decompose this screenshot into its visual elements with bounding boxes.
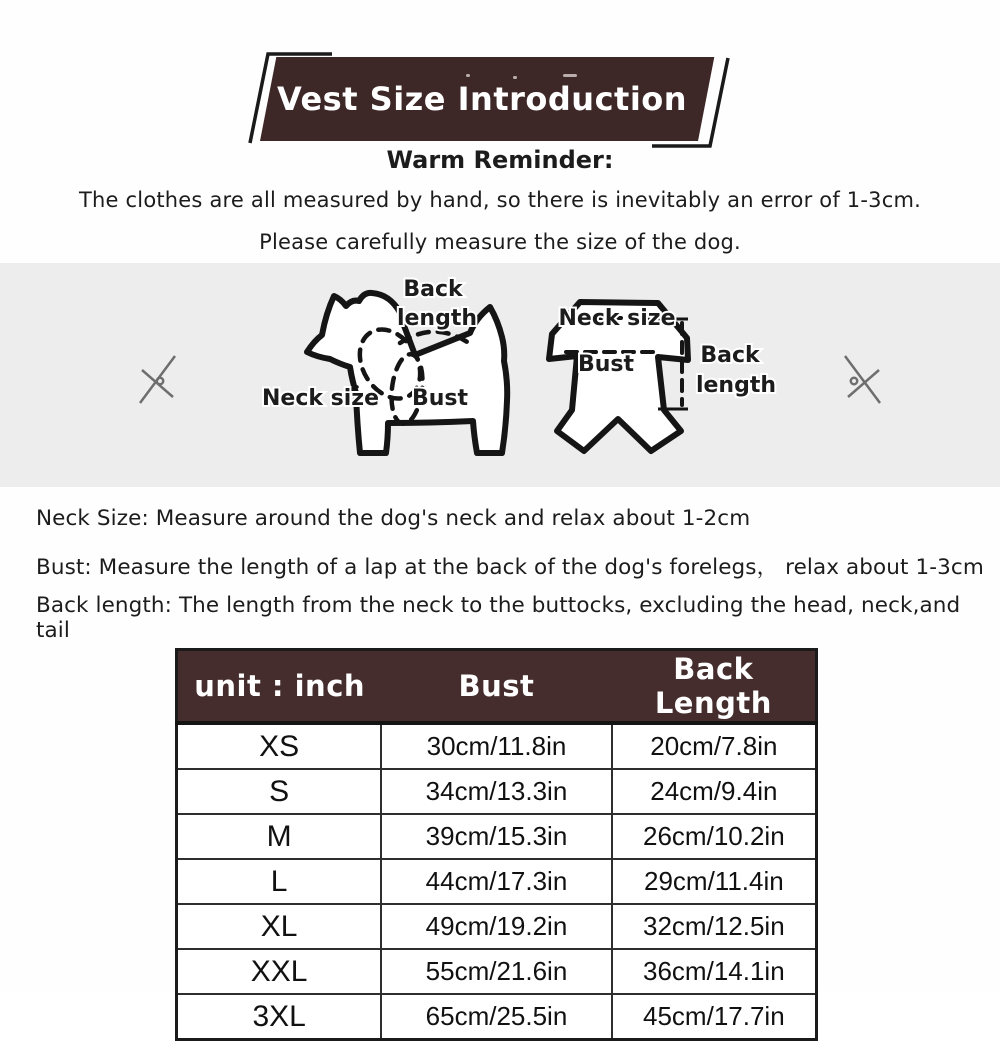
vest-bust-label: Bust bbox=[577, 352, 635, 377]
bust-value: 39cm/15.3in bbox=[381, 814, 611, 859]
bust-value: 34cm/13.3in bbox=[381, 769, 611, 814]
measuring-diagram-band bbox=[0, 263, 1000, 487]
size-label: L bbox=[177, 859, 382, 904]
bust-value: 65cm/25.5in bbox=[381, 994, 611, 1040]
size-label: 3XL bbox=[177, 994, 382, 1040]
table-row bbox=[177, 949, 817, 994]
cut-mark-right-icon bbox=[845, 356, 880, 403]
banner-speckle bbox=[466, 74, 470, 77]
back-length-value: 36cm/14.1in bbox=[612, 949, 817, 994]
bust-value: 55cm/21.6in bbox=[381, 949, 611, 994]
header-unit: unit : inch bbox=[177, 650, 382, 724]
header-bust: Bust bbox=[381, 650, 611, 724]
back-length-value: 45cm/17.7in bbox=[612, 994, 817, 1040]
banner-speckle bbox=[563, 74, 577, 77]
size-label: XS bbox=[177, 723, 382, 769]
dog-diagram bbox=[262, 277, 507, 453]
cut-mark-left-icon bbox=[140, 356, 175, 403]
bust-value: 49cm/19.2in bbox=[381, 904, 611, 949]
size-label: S bbox=[177, 769, 382, 814]
vest-back-label: Back bbox=[700, 343, 760, 368]
table-row bbox=[177, 994, 817, 1040]
banner-speckle bbox=[513, 76, 517, 79]
instruction-neck-size: Neck Size: Measure around the dog's neck and relax about 1-2cm bbox=[36, 506, 751, 531]
size-label: XXL bbox=[177, 949, 382, 994]
reminder-line-2: Please carefully measure the size of the dog. bbox=[259, 230, 741, 254]
dog-length-label: length bbox=[396, 306, 478, 331]
size-label: XL bbox=[177, 904, 382, 949]
dog-neck-size-label: Neck size bbox=[262, 386, 380, 411]
warm-reminder-heading: Warm Reminder: bbox=[386, 146, 614, 174]
dog-back-label: Back bbox=[403, 277, 463, 302]
table-row bbox=[177, 904, 817, 949]
back-length-value: 26cm/10.2in bbox=[612, 814, 817, 859]
vest-neck-size-label: Neck size bbox=[558, 306, 676, 331]
bust-value: 44cm/17.3in bbox=[381, 859, 611, 904]
vest-length-label: length bbox=[695, 373, 777, 398]
table-row bbox=[177, 859, 817, 904]
vest-diagram bbox=[549, 302, 776, 451]
back-length-value: 29cm/11.4in bbox=[612, 859, 817, 904]
back-length-value: 32cm/12.5in bbox=[612, 904, 817, 949]
page-title: Vest Size Introduction bbox=[276, 80, 688, 118]
instruction-back-length: Back length: The length from the neck to the buttocks, excluding the head, neck,and tail bbox=[36, 593, 961, 643]
size-table bbox=[175, 648, 818, 1041]
header-back-length: Back Length bbox=[612, 650, 817, 724]
table-row bbox=[177, 769, 817, 814]
instruction-bust: Bust: Measure the length of a lap at the back of the dog's forelegs， relax about 1-3cm bbox=[36, 555, 984, 580]
size-label: M bbox=[177, 814, 382, 859]
measuring-diagram bbox=[0, 263, 1000, 487]
back-length-value: 24cm/9.4in bbox=[612, 769, 817, 814]
dog-bust-label: Bust bbox=[411, 386, 469, 411]
table-row bbox=[177, 814, 817, 859]
table-row bbox=[177, 723, 817, 769]
size-table-header-row bbox=[177, 650, 817, 724]
reminder-line-1: The clothes are all measured by hand, so there is inevitably an error of 1-3cm. bbox=[79, 188, 921, 212]
back-length-value: 20cm/7.8in bbox=[612, 723, 817, 769]
bust-value: 30cm/11.8in bbox=[381, 723, 611, 769]
